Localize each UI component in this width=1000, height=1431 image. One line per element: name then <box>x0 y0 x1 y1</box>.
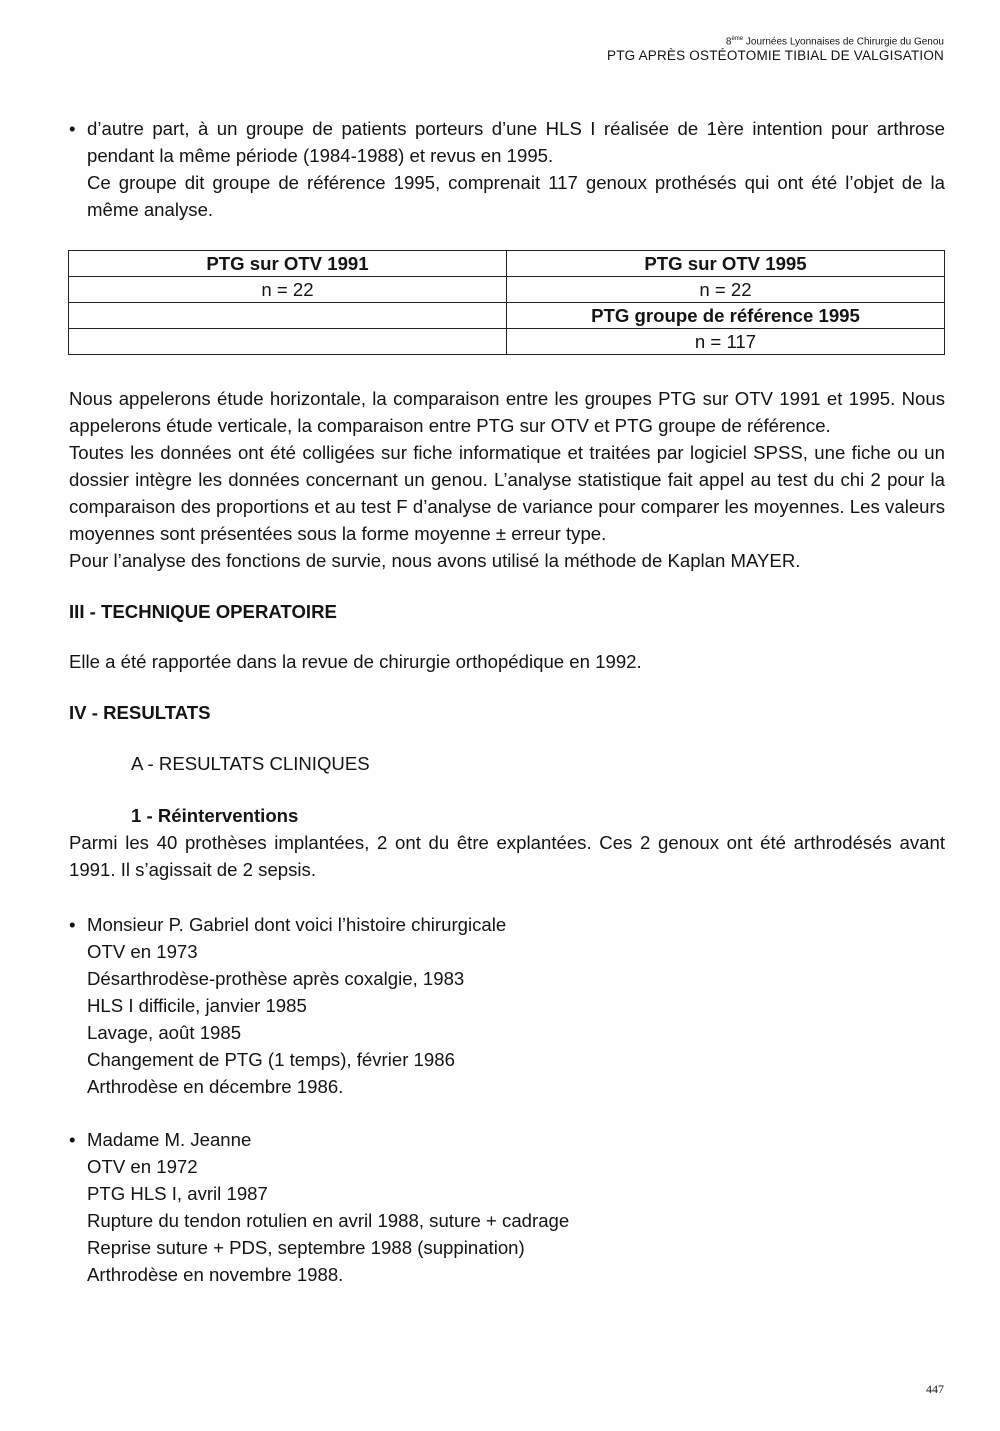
intro-bullet-text: d’autre part, à un groupe de patients porteurs d’une HLS I réalisée de 1ère intention pour arthrose pendant la même période (1984-1988) et revus en 1995. <box>87 118 945 166</box>
intro-bullet-content <box>87 115 945 223</box>
case-line: Désarthrodèse-prothèse après coxalgie, 1983 <box>87 968 465 989</box>
case-title: Monsieur P. Gabriel dont voici l’histoire chirurgicale <box>87 914 507 935</box>
case-bullet <box>69 911 945 938</box>
table-cell: PTG sur OTV 1991 <box>69 251 507 277</box>
case-line: OTV en 1973 <box>87 941 198 962</box>
bullet-marker: • <box>69 118 76 139</box>
case-line: HLS I difficile, janvier 1985 <box>87 995 307 1016</box>
table-cell: n = 22 <box>69 277 507 303</box>
table-row <box>69 251 945 277</box>
table-row <box>69 303 945 329</box>
case-history <box>69 911 945 1100</box>
intro-bullet-item <box>69 115 945 223</box>
section-heading-technique: III - TECHNIQUE OPERATOIRE <box>69 601 337 622</box>
table-cell: n = 22 <box>507 277 945 303</box>
case-line: Reprise suture + PDS, septembre 1988 (suppination) <box>87 1237 525 1258</box>
technique-paragraph: Elle a été rapportée dans la revue de chirurgie orthopédique en 1992. <box>69 651 642 672</box>
methods-paragraph-3: Pour l’analyse des fonctions de survie, nous avons utilisé la méthode de Kaplan MAYER. <box>69 550 801 571</box>
table-cell <box>69 303 507 329</box>
methods-paragraph-2: Toutes les données ont été colligées sur fiche informatique et traitées par logiciel SPSS, une fiche ou un dossier intègre les données concernant un genou. L’analyse statistique fait appel au test du chi 2 pour la comparaison des proportions et au test F d’analyse de variance pour comparer les moyennes. Les valeurs moyennes sont présentées sous la forme moyenne ± erreur type. <box>69 442 945 544</box>
case-lines <box>87 1153 945 1288</box>
groups-table <box>68 250 945 355</box>
case-line: Rupture du tendon rotulien en avril 1988, suture + cadrage <box>87 1210 570 1231</box>
page-body <box>69 115 945 1288</box>
page-number: 447 <box>926 1382 944 1396</box>
case-line: OTV en 1972 <box>87 1156 198 1177</box>
running-title: PTG APRÈS OSTÉOTOMIE TIBIAL DE VALGISATION <box>607 47 944 63</box>
case-history <box>69 1126 945 1288</box>
case-lines <box>87 938 945 1100</box>
subsection-heading-cliniques: A - RESULTATS CLINIQUES <box>131 753 370 774</box>
bullet-marker: • <box>69 914 76 935</box>
table-row <box>69 277 945 303</box>
edition-ordinal: 8 <box>725 36 732 48</box>
journal-name: Journées Lyonnaises de Chirurgie du Genou <box>743 36 944 48</box>
reinterventions-paragraph: Parmi les 40 prothèses implantées, 2 ont du être explantées. Ces 2 genoux ont été arthrodésés avant 1991. Il s’agissait de 2 sepsis. <box>69 832 945 880</box>
section-heading-resultats: IV - RESULTATS <box>69 702 211 723</box>
case-title: Madame M. Jeanne <box>87 1129 252 1150</box>
edition-ordinal-suffix: ème <box>731 36 744 42</box>
bullet-marker: • <box>69 1129 76 1150</box>
journal-line <box>607 36 944 48</box>
subsubsection-heading-reinterventions: 1 - Réinterventions <box>131 805 299 826</box>
running-header <box>607 36 944 63</box>
table-cell: PTG groupe de référence 1995 <box>507 303 945 329</box>
case-bullet <box>69 1126 945 1153</box>
table-cell: n = 117 <box>507 329 945 355</box>
table-row <box>69 329 945 355</box>
methods-paragraph-1: Nous appelerons étude horizontale, la comparaison entre les groupes PTG sur OTV 1991 et 1995. Nous appelerons étude verticale, la comparaison entre PTG sur OTV et PTG groupe de référence. <box>69 388 945 436</box>
case-line: Lavage, août 1985 <box>87 1022 242 1043</box>
table-cell <box>69 329 507 355</box>
case-line: Arthrodèse en novembre 1988. <box>87 1264 344 1285</box>
case-line: Arthrodèse en décembre 1986. <box>87 1076 344 1097</box>
case-line: PTG HLS I, avril 1987 <box>87 1183 268 1204</box>
case-line: Changement de PTG (1 temps), février 1986 <box>87 1049 455 1070</box>
table-cell: PTG sur OTV 1995 <box>507 251 945 277</box>
intro-continuation: Ce groupe dit groupe de référence 1995, comprenait 117 genoux prothésés qui ont été l’objet de la même analyse. <box>87 172 945 220</box>
